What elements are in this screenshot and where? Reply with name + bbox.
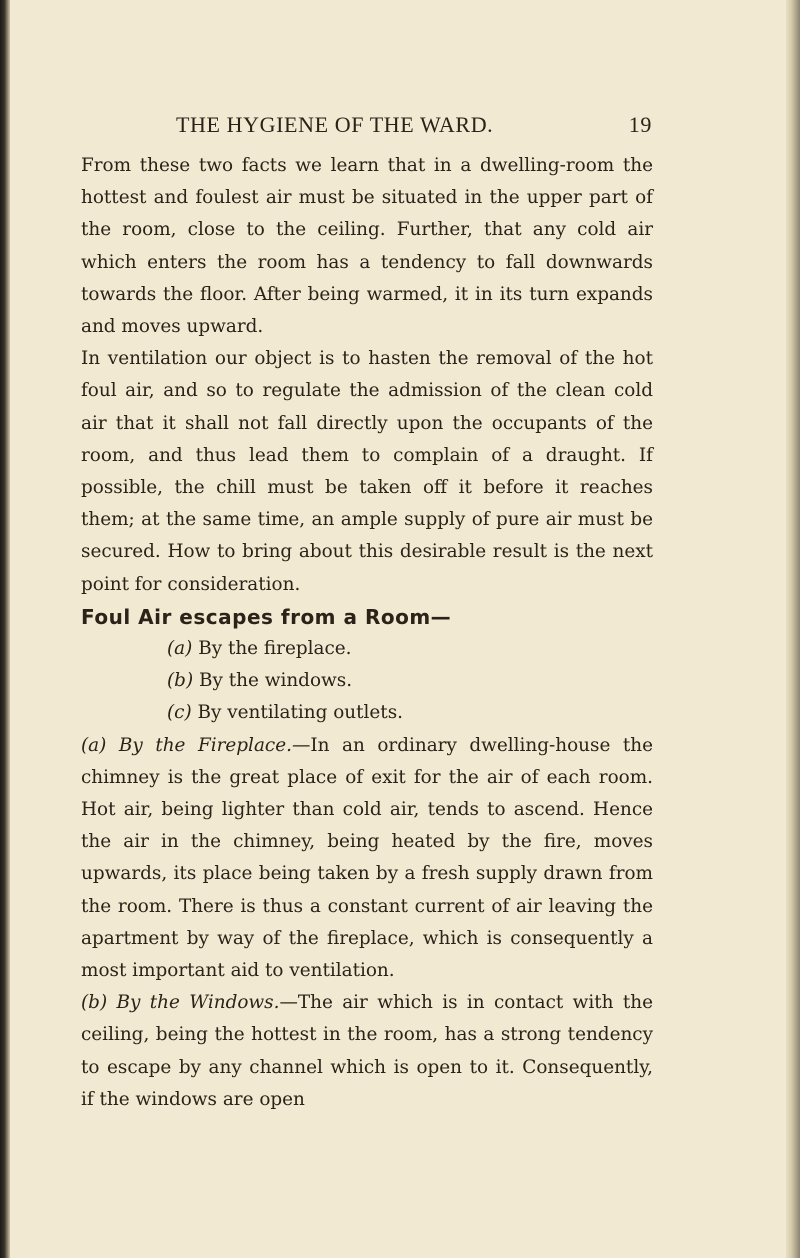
page-edge (786, 0, 800, 1258)
section-label: (b) (81, 992, 108, 1014)
section-title: By the Fireplace. (118, 734, 292, 756)
page-body (81, 150, 653, 1116)
section-paragraph (81, 987, 653, 1116)
list-label: (a) (167, 638, 193, 660)
list-item (81, 697, 653, 729)
book-spine-shadow (0, 0, 10, 1258)
list-item (81, 633, 653, 665)
list-text: By the windows. (198, 670, 353, 692)
running-head: THE HYGIENE OF THE WARD. (176, 112, 494, 137)
list-label: (c) (167, 702, 192, 724)
section-text: —The air which is in contact with the ceiling, being the hottest in the room, has a strong tendency to escape by any channel which is open to it. Consequently, if the windows are open (81, 992, 653, 1110)
paragraph: From these two facts we learn that in a dwelling-room the hottest and foulest air must be situated in the upper part of the room, close to the ceiling. Further, that any cold air which enters the room has a tendency to fall downwards towards the floor. After being warmed, it in its turn expands and moves upward. (81, 155, 653, 338)
page-number: 19 (628, 112, 652, 137)
paragraph: In ventilation our object is to hasten the removal of the hot foul air, and so to regulate the admission of the clean cold air that it shall not fall directly upon the occupants of the room, and thus lead them to complain of a draught. If possible, the chill must be taken off it before it reaches them; at the same time, an ample supply of pure air must be secured. How to bring about this desirable result is the next point for consideration. (81, 348, 653, 595)
section-paragraph (81, 730, 653, 988)
section-text: —In an ordinary dwelling-house the chimney is the great place of exit for the air of each room. Hot air, being lighter than cold air, tends to ascend. Hence the air in the chimney, being heated by the fire, moves upwards, its place being taken by a fresh supply drawn from the room. There is thus a constant current of air leaving the apartment by way of the fireplace, which is consequently a most important aid to ventilation. (81, 734, 653, 982)
list-text: By ventilating outlets. (197, 702, 403, 724)
list-item (81, 665, 653, 697)
section-title: By the Windows. (116, 992, 280, 1014)
page-header (176, 112, 652, 142)
list-text: By the fireplace. (198, 638, 352, 660)
section-heading: Foul Air escapes from a Room— (81, 604, 452, 629)
section-label: (a) (81, 734, 107, 756)
list-label: (b) (167, 670, 194, 692)
